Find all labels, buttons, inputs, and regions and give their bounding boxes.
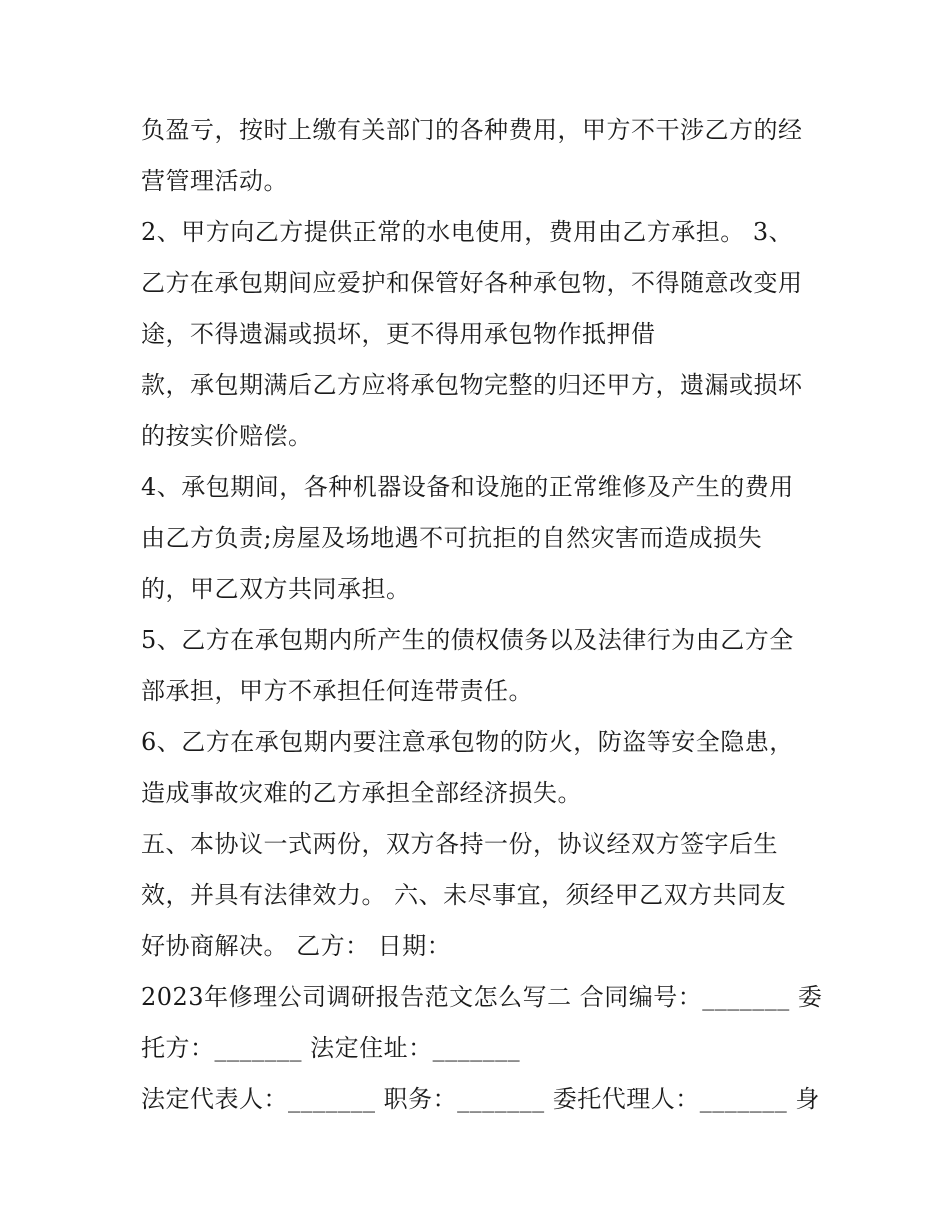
text-line: 的，甲乙双方共同承担。 xyxy=(141,575,411,603)
text-line: 途，不得遗漏或损坏，更不得用承包物作抵押借 xyxy=(141,320,656,348)
text-line: 五、本协议一式两份，双方各持一份，协议经双方签字后生 xyxy=(141,830,778,858)
text-line: 2023年修理公司调研报告范文怎么写二 合同编号：_______ 委 xyxy=(141,983,823,1011)
text-line: 营管理活动。 xyxy=(141,167,288,195)
text-line: 造成事故灾难的乙方承担全部经济损失。 xyxy=(141,779,582,807)
text-line: 托方：_______ 法定住址：_______ xyxy=(141,1034,521,1062)
text-line: 4、承包期间，各种机器设备和设施的正常维修及产生的费用 xyxy=(141,473,794,501)
text-line: 款，承包期满后乙方应将承包物完整的归还甲方，遗漏或损坏 xyxy=(141,371,803,399)
text-line: 由乙方负责;房屋及场地遇不可抗拒的自然灾害而造成损失 xyxy=(141,524,763,552)
text-line: 部承担，甲方不承担任何连带责任。 xyxy=(141,677,533,705)
text-line: 2、甲方向乙方提供正常的水电使用，费用由乙方承担。 3、 xyxy=(141,218,794,246)
text-line: 乙方在承包期间应爱护和保管好各种承包物，不得随意改变用 xyxy=(141,269,803,297)
text-line: 6、乙方在承包期内要注意承包物的防火，防盗等安全隐患， xyxy=(141,728,794,756)
text-line: 法定代表人：_______ 职务：_______ 委托代理人：_______ 身 xyxy=(141,1085,820,1113)
text-line: 的按实价赔偿。 xyxy=(141,422,313,450)
text-line: 5、乙方在承包期内所产生的债权债务以及法律行为由乙方全 xyxy=(141,626,794,654)
text-line: 好协商解决。 乙方： 日期： xyxy=(141,932,452,960)
text-line: 负盈亏，按时上缴有关部门的各种费用，甲方不干涉乙方的经 xyxy=(141,116,803,144)
text-line: 效，并具有法律效力。 六、未尽事宜，须经甲乙双方共同友 xyxy=(141,881,787,909)
